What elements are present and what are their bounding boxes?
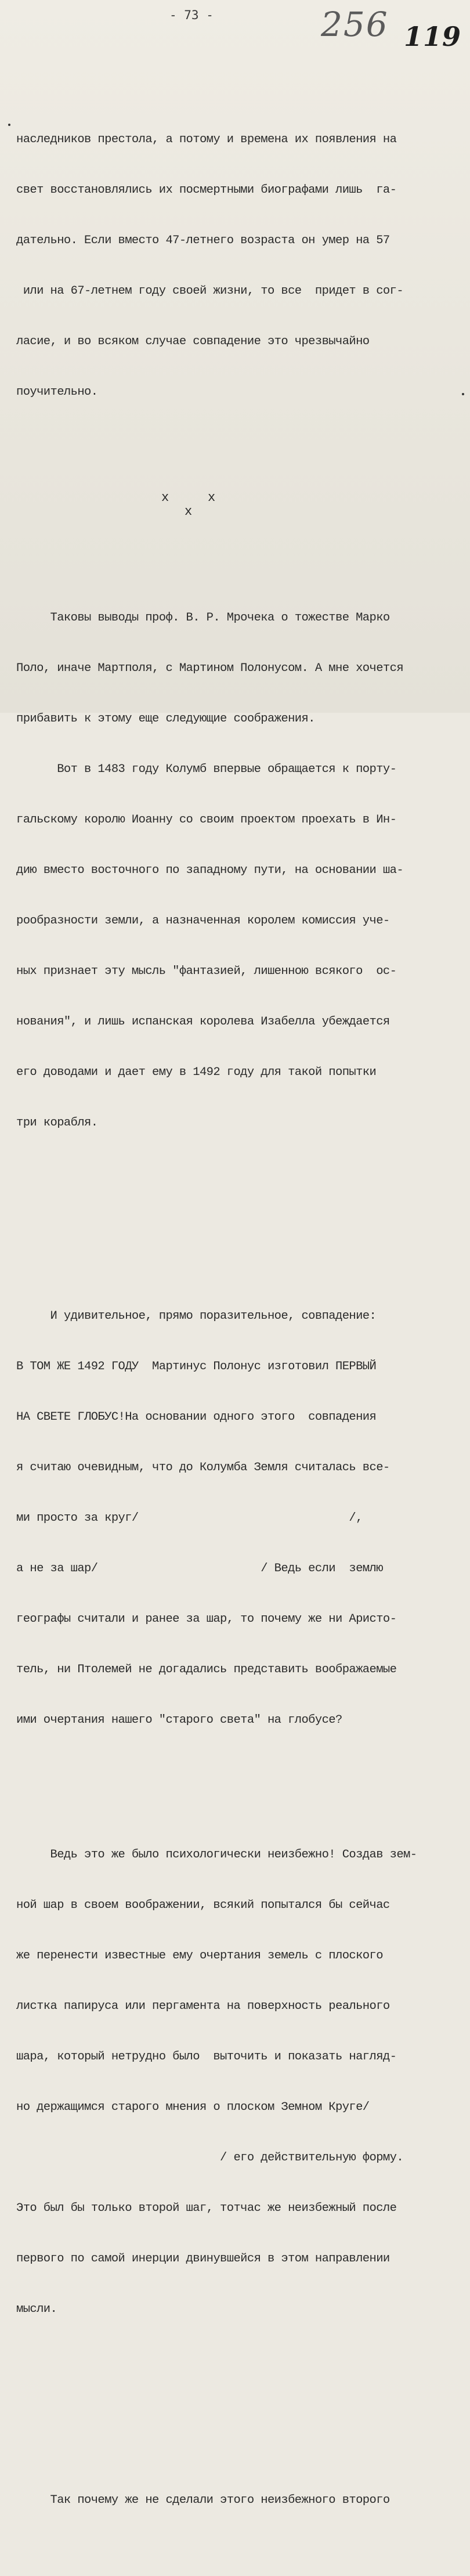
text-line: прибавить к этому еще следующие соображения.: [16, 712, 315, 726]
text-line: рообразности земли, а назначенная королем комиссия уче-: [16, 914, 390, 928]
text-line: Таковы выводы проф. В. Р. Мрочека о тожестве Марко: [16, 611, 390, 625]
text-line: тель, ни Птолемей не догадались представить воображаемые: [16, 1663, 397, 1676]
text-line: НА СВЕТЕ ГЛОБУС!На основании одного этого совпадения: [16, 1410, 377, 1424]
separator-mark: x: [208, 490, 215, 505]
text-line: ими очертания нашего "старого света" на глобусе?: [16, 1713, 342, 1727]
spacer: [16, 1215, 469, 1224]
paragraph: [16, 576, 469, 1165]
text-line: мысли.: [16, 2303, 57, 2316]
paragraph: [16, 2458, 469, 2542]
text-line: первого по самой инерции двинувшейся в этом направлении: [16, 2252, 390, 2265]
text-line: наследников престола, а потому и времена их появления на: [16, 133, 397, 146]
text-line: ных признает эту мысль "фантазией, лишенною всякого ос-: [16, 965, 397, 978]
handwritten-folio-number: 119: [404, 21, 462, 52]
text-line: а не за шар/ / Ведь если землю: [16, 1562, 383, 1575]
text-line: же перенести известные ему очертания земель с плоского: [16, 1949, 383, 1962]
margin-mark: [8, 124, 10, 126]
text-line: или на 67-летнем году своей жизни, то все придет в сог-: [16, 284, 404, 298]
text-line: я считаю очевидным, что до Колумба Земля считалась все-: [16, 1461, 390, 1474]
text-line: гальскому королю Иоанну со своим проектом проехать в Ин-: [16, 813, 397, 827]
text-line: свет восстановлялись их посмертными биографами лишь га-: [16, 183, 397, 197]
paragraph: [16, 1813, 469, 2351]
page-number: - 73 -: [169, 8, 214, 22]
text-line: нования", и лишь испанская королева Изабелла убеждается: [16, 1015, 390, 1029]
text-line: дательно. Если вместо 47-летнего возраста он умер на 57: [16, 234, 390, 247]
text-line: Так почему же не сделали этого неизбежного второго: [16, 2494, 390, 2507]
text-line: дию вместо восточного по западному пути, на основании ша-: [16, 864, 404, 877]
text-line: В ТОМ ЖЕ 1492 ГОДУ Мартинус Полонус изготовил ПЕРВЫЙ: [16, 1360, 377, 1373]
section-separator: [16, 485, 469, 525]
text-line: И удивительное, прямо поразительное, совпадение:: [16, 1309, 377, 1323]
text-line: его доводами и дает ему в 1492 году для такой попытки: [16, 1066, 377, 1079]
text-line: Поло, иначе Мартполя, с Мартином Полонусом. А мне хочется: [16, 662, 404, 675]
text-line: ной шар в своем воображении, всякий попытался бы сейчас: [16, 1899, 390, 1912]
text-line: ми просто за круг/ /,: [16, 1511, 363, 1525]
text-line: Вот в 1483 году Колумб впервые обращается к порту-: [16, 763, 397, 776]
text-line: / его действительную форму.: [16, 2151, 404, 2164]
typed-text-body: [16, 64, 469, 2576]
text-line: географы считали и ранее за шар, то почему же ни Аристо-: [16, 1612, 397, 1626]
paragraph: [16, 1274, 469, 1762]
separator-mark: x: [161, 490, 169, 505]
text-line: три корабля.: [16, 1116, 98, 1130]
paragraph: [16, 98, 469, 434]
text-line: Это был бы только второй шаг, тотчас же неизбежный после: [16, 2202, 397, 2215]
text-line: поучительно.: [16, 385, 98, 399]
text-line: листка папируса или пергамента на поверхность реального: [16, 2000, 390, 2013]
text-line: Ведь это же было психологически неизбежно! Создав зем-: [16, 1848, 417, 1861]
separator-mark: x: [185, 504, 192, 519]
text-line: шара, который нетрудно было выточить и показать нагляд-: [16, 2050, 397, 2063]
spacer: [16, 2402, 469, 2408]
handwritten-archive-number: 256: [321, 5, 389, 44]
text-line: ласие, и во всяком случае совпадение это чрезвычайно: [16, 335, 370, 348]
text-line: но держащимся старого мнения о плоском Земном Круге/: [16, 2101, 370, 2114]
